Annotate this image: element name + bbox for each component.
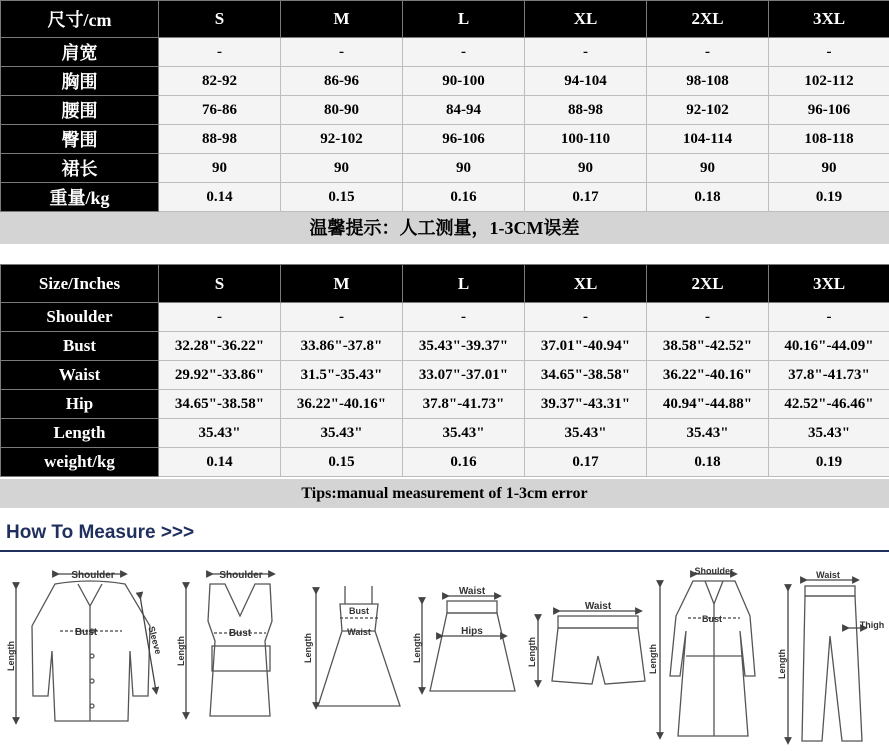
header-cell: L xyxy=(403,1,525,38)
table-cell: 0.15 xyxy=(281,448,403,477)
header-cell: 3XL xyxy=(769,265,889,303)
bust-label: Bust xyxy=(702,614,722,624)
table-cell: 82-92 xyxy=(159,67,281,96)
table-row xyxy=(1,419,889,448)
table-cell: 35.43" xyxy=(281,419,403,448)
row-label: 臀围 xyxy=(1,125,159,154)
table-row xyxy=(1,390,889,419)
size-table-cm-header xyxy=(1,1,889,38)
table-cell: 0.19 xyxy=(769,183,889,212)
table-cell: 42.52"-46.46" xyxy=(769,390,889,419)
table-cell: 0.18 xyxy=(647,183,769,212)
length-label: Length xyxy=(412,633,422,663)
row-label: 重量/kg xyxy=(1,183,159,212)
coat-diagram xyxy=(660,574,755,736)
table-cell: - xyxy=(525,38,647,67)
table-cell: 35.43"-39.37" xyxy=(403,332,525,361)
table-cell: 90 xyxy=(281,154,403,183)
shoulder-label: Shoulder xyxy=(219,570,262,581)
table-cell: 33.86"-37.8" xyxy=(281,332,403,361)
table-cell: 96-106 xyxy=(403,125,525,154)
table-row xyxy=(1,303,889,332)
table-cell: 0.19 xyxy=(769,448,889,477)
table-cell: 0.14 xyxy=(159,183,281,212)
waist-label: Waist xyxy=(347,627,371,637)
header-cell: M xyxy=(281,1,403,38)
table-cell: 35.43" xyxy=(647,419,769,448)
table-cell: 102-112 xyxy=(769,67,889,96)
table-cell: 94-104 xyxy=(525,67,647,96)
table-cell: 29.92"-33.86" xyxy=(159,361,281,390)
table-cell: 88-98 xyxy=(159,125,281,154)
length-label: Length xyxy=(777,649,787,679)
table-cell: 96-106 xyxy=(769,96,889,125)
table-cell: 90 xyxy=(159,154,281,183)
length-label: Length xyxy=(176,636,186,666)
table-cell: 37.01"-40.94" xyxy=(525,332,647,361)
table-cell: 35.43" xyxy=(403,419,525,448)
header-cell: Size/Inches xyxy=(1,265,159,303)
shoulder-label: Shoulder xyxy=(694,566,733,576)
table-cell: - xyxy=(159,303,281,332)
table-cell: - xyxy=(281,303,403,332)
table-cell: 0.18 xyxy=(647,448,769,477)
table-cell: 35.43" xyxy=(159,419,281,448)
length-label: Length xyxy=(648,644,658,674)
table-cell: 90 xyxy=(525,154,647,183)
table-row xyxy=(1,154,889,183)
tip-banner-cn: 温馨提示：人工测量，1-3CM误差 xyxy=(0,212,889,244)
row-label: Length xyxy=(1,419,159,448)
divider xyxy=(0,550,889,552)
table-cell: - xyxy=(647,303,769,332)
table-cell: 90 xyxy=(647,154,769,183)
skirt-diagram xyxy=(422,596,515,691)
table-cell: 38.58"-42.52" xyxy=(647,332,769,361)
tip-banner-en: Tips:manual measurement of 1-3cm error xyxy=(0,479,889,508)
waist-label: Waist xyxy=(816,570,840,580)
table-cell: 0.16 xyxy=(403,448,525,477)
header-cell: XL xyxy=(525,1,647,38)
row-label: 胸围 xyxy=(1,67,159,96)
pants-diagram xyxy=(788,580,864,741)
thigh-label: Thigh xyxy=(860,620,885,630)
table-cell: 0.15 xyxy=(281,183,403,212)
table-cell: - xyxy=(403,303,525,332)
table-cell: 37.8"-41.73" xyxy=(769,361,889,390)
table-cell: 34.65"-38.58" xyxy=(159,390,281,419)
table-cell: 35.43" xyxy=(525,419,647,448)
size-table-inches-header xyxy=(1,265,889,303)
header-cell: S xyxy=(159,265,281,303)
table-cell: 108-118 xyxy=(769,125,889,154)
length-label: Length xyxy=(6,641,16,671)
table-cell: 100-110 xyxy=(525,125,647,154)
table-cell: 90-100 xyxy=(403,67,525,96)
size-table-inches xyxy=(0,264,889,477)
table-cell: 31.5"-35.43" xyxy=(281,361,403,390)
table-cell: 36.22"-40.16" xyxy=(281,390,403,419)
header-cell: L xyxy=(403,265,525,303)
table-cell: - xyxy=(769,38,889,67)
table-cell: 0.16 xyxy=(403,183,525,212)
header-cell: XL xyxy=(525,265,647,303)
bust-label: Bust xyxy=(75,627,98,638)
row-label: Bust xyxy=(1,332,159,361)
table-cell: 76-86 xyxy=(159,96,281,125)
bust-label: Bust xyxy=(229,628,252,639)
table-cell: 84-94 xyxy=(403,96,525,125)
header-cell: M xyxy=(281,265,403,303)
table-row xyxy=(1,67,889,96)
shoulder-label: Shoulder xyxy=(71,570,114,581)
table-cell: 88-98 xyxy=(525,96,647,125)
row-label: Shoulder xyxy=(1,303,159,332)
table-cell: 92-102 xyxy=(647,96,769,125)
how-to-measure-diagrams xyxy=(0,556,889,746)
table-cell: - xyxy=(525,303,647,332)
table-row xyxy=(1,96,889,125)
table-cell: 40.16"-44.09" xyxy=(769,332,889,361)
table-row xyxy=(1,125,889,154)
table-row xyxy=(1,38,889,67)
table-cell: - xyxy=(647,38,769,67)
sleeve-label: Sleeve xyxy=(146,625,163,655)
table-cell: - xyxy=(281,38,403,67)
length-label: Length xyxy=(527,637,537,667)
table-row xyxy=(1,448,889,477)
dress-diagram xyxy=(316,586,400,706)
table-cell: - xyxy=(403,38,525,67)
table-cell: 98-108 xyxy=(647,67,769,96)
table-cell: 0.14 xyxy=(159,448,281,477)
row-label: 肩宽 xyxy=(1,38,159,67)
table-cell: 0.17 xyxy=(525,448,647,477)
table-row xyxy=(1,361,889,390)
how-to-measure-title: How To Measure >>> xyxy=(6,522,194,544)
row-label: Waist xyxy=(1,361,159,390)
table-cell: 86-96 xyxy=(281,67,403,96)
table-cell: 90 xyxy=(769,154,889,183)
table-cell: 0.17 xyxy=(525,183,647,212)
table-cell: 90 xyxy=(403,154,525,183)
header-cell: 尺寸/cm xyxy=(1,1,159,38)
waist-label: Waist xyxy=(459,586,486,597)
hips-label: Hips xyxy=(461,626,483,637)
header-cell: 2XL xyxy=(647,1,769,38)
table-cell: - xyxy=(159,38,281,67)
table-cell: 33.07"-37.01" xyxy=(403,361,525,390)
bust-label: Bust xyxy=(349,606,369,616)
table-cell: 32.28"-36.22" xyxy=(159,332,281,361)
table-cell: - xyxy=(769,303,889,332)
header-cell: 3XL xyxy=(769,1,889,38)
row-label: Hip xyxy=(1,390,159,419)
shirt-diagram xyxy=(16,574,156,721)
table-cell: 40.94"-44.88" xyxy=(647,390,769,419)
table-cell: 92-102 xyxy=(281,125,403,154)
row-label: weight/kg xyxy=(1,448,159,477)
table-cell: 39.37"-43.31" xyxy=(525,390,647,419)
table-cell: 80-90 xyxy=(281,96,403,125)
header-cell: S xyxy=(159,1,281,38)
row-label: 裙长 xyxy=(1,154,159,183)
length-label: Length xyxy=(303,633,313,663)
tank-top-diagram xyxy=(186,574,272,716)
row-label: 腰围 xyxy=(1,96,159,125)
table-cell: 104-114 xyxy=(647,125,769,154)
table-row xyxy=(1,332,889,361)
table-row xyxy=(1,183,889,212)
shorts-diagram xyxy=(538,611,645,684)
table-cell: 35.43" xyxy=(769,419,889,448)
table-cell: 34.65"-38.58" xyxy=(525,361,647,390)
header-cell: 2XL xyxy=(647,265,769,303)
table-cell: 37.8"-41.73" xyxy=(403,390,525,419)
waist-label: Waist xyxy=(585,601,612,612)
size-table-cm xyxy=(0,0,889,212)
table-cell: 36.22"-40.16" xyxy=(647,361,769,390)
